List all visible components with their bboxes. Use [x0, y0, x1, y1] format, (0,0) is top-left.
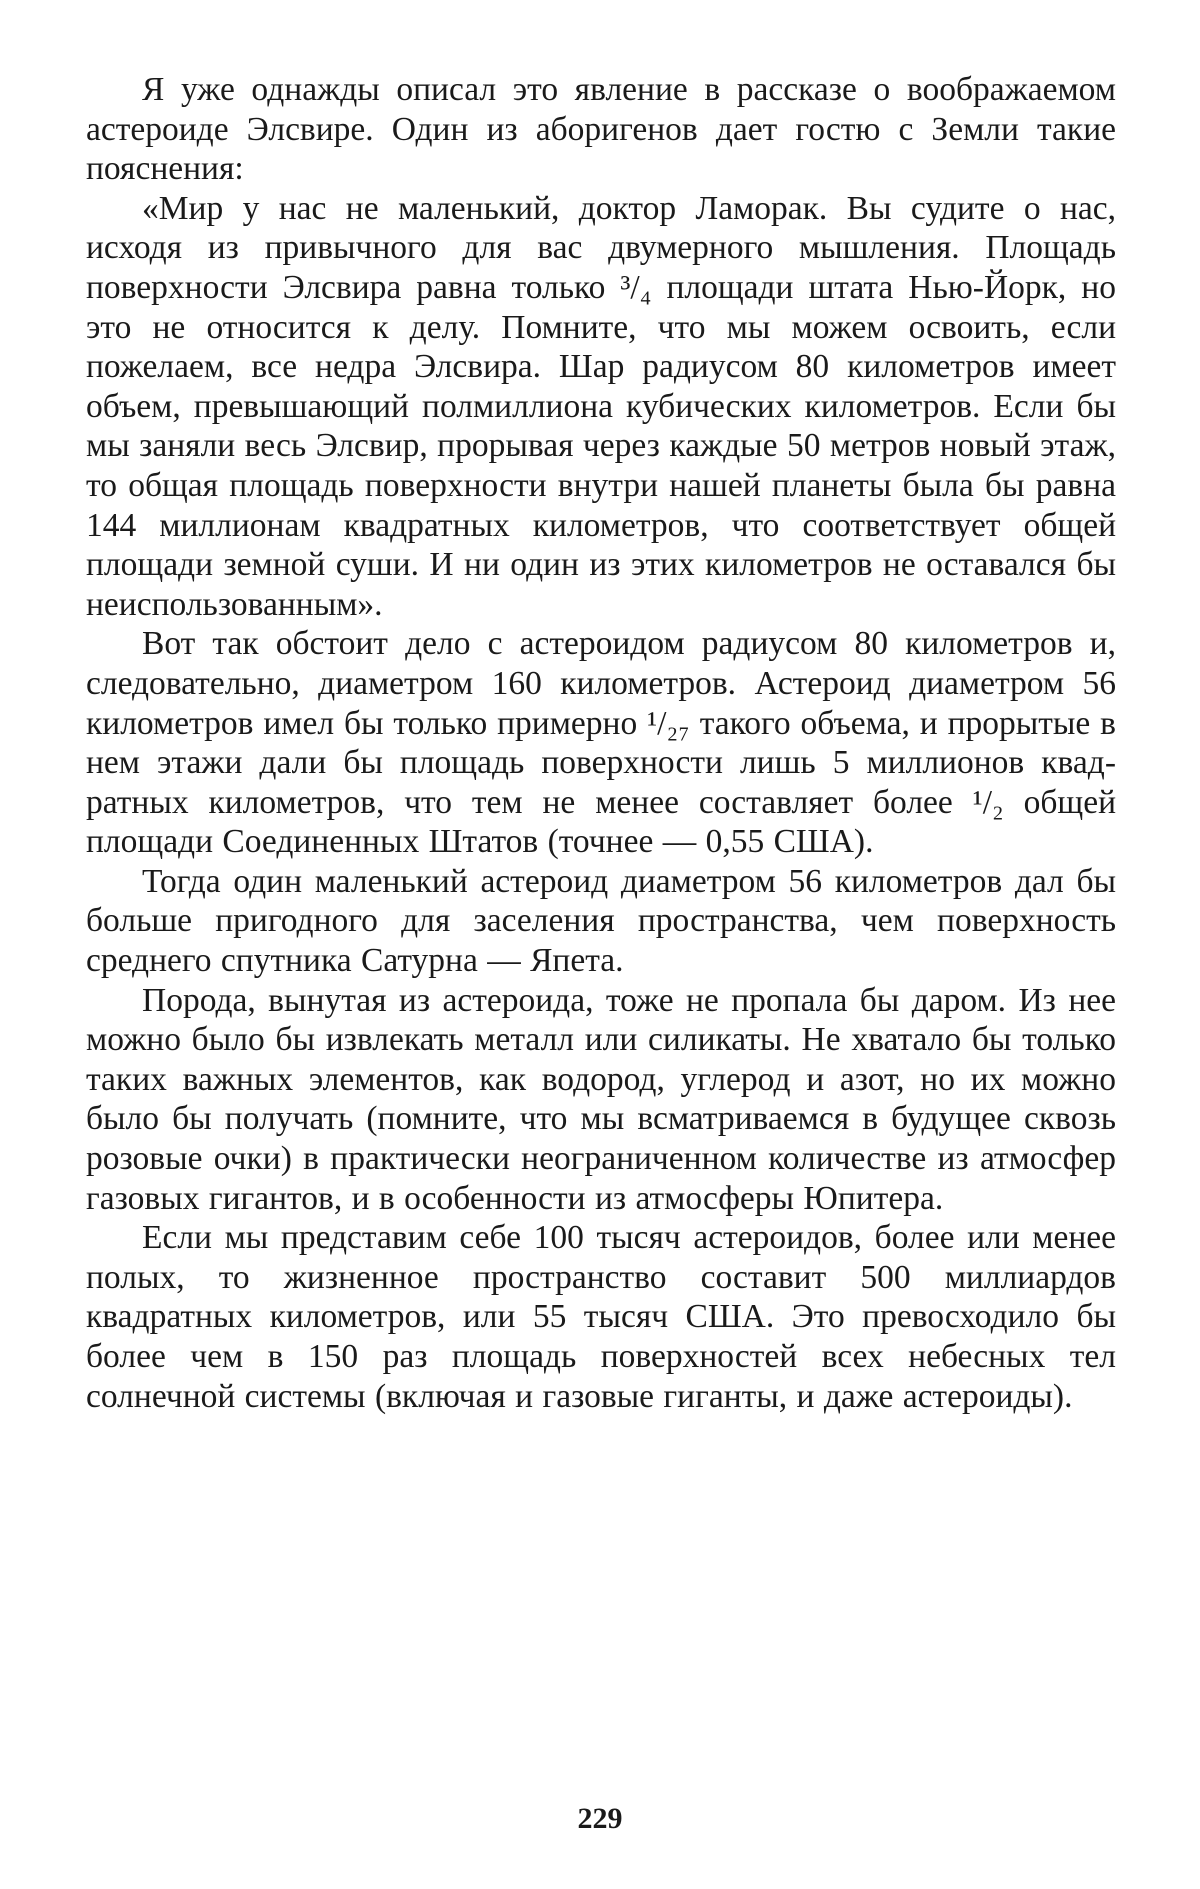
paragraph-4: Тогда один маленький астероид диаметром 56 километров дал бы больше пригодного для заселения пространства, чем поверхность среднего спутника Сатурна — Япета. [86, 862, 1116, 980]
paragraph-3: Вот так обстоит дело с астероидом радиусом 80 километров и, следовательно, диаметром 160 километров. Астероид диаметром 56 километров имел бы только примерно ¹/₂₇ такого объема, и прорытые в нем этажи дали бы площадь поверхности лишь 5 миллионов квадратных километров, что тем не менее составляет более ¹/₂ общей площади Соединенных Штатов (точнее — 0,55 США). [86, 625, 1116, 861]
paragraph-6: Если мы представим себе 100 тысяч астероидов, более или менее полых, то жизненное пространство составит 500 миллиардов квадратных километров, или 55 тысяч США. Это превосходило бы более чем в 150 раз площадь поверхностей всех небесных тел солнечной системы (включая и газовые гиганты, и даже астероиды). [86, 1219, 1116, 1415]
paragraph-5: Порода, вынутая из астероида, тоже не пропала бы даром. Из нее можно было бы извлекать металл или силикаты. Не хватало бы только таких важных элементов, как водород, углерод и азот, но их можно было бы получать (помните, что мы всматриваемся в будущее сквозь розовые очки) в практически неограниченном количестве из атмосфер газовых гигантов, и в особенности из атмосферы Юпитера. [86, 981, 1116, 1217]
page-number: 229 [577, 1802, 623, 1835]
paragraph-2: «Мир у нас не маленький, доктор Ламорак. Вы судите о нас, исходя из привычного для вас двумерного мышления. Площадь поверхности Элсвира равна только ³/₄ площади штата Нью-Йорк, но это не относится к делу. Помните, что мы можем освоить, если пожелаем, все недра Элсвира. Шар радиусом 80 километров имеет объем, превышающий полмиллиона кубических километров. Если бы мы заняли весь Элсвир, прорывая через каждые 50 метров новый этаж, то общая площадь поверхности внутри нашей планеты была бы равна 144 миллионам квадратных километров, что соответствует общей площади земной суши. И ни один из этих километров не оставался бы неиспользованным». [86, 189, 1116, 623]
paragraph-1: Я уже однажды описал это явление в рассказе о воображаемом астероиде Элсвире. Один из аборигенов дает гостю с Земли такие пояснения: [86, 71, 1116, 188]
page-body [86, 70, 1116, 1416]
